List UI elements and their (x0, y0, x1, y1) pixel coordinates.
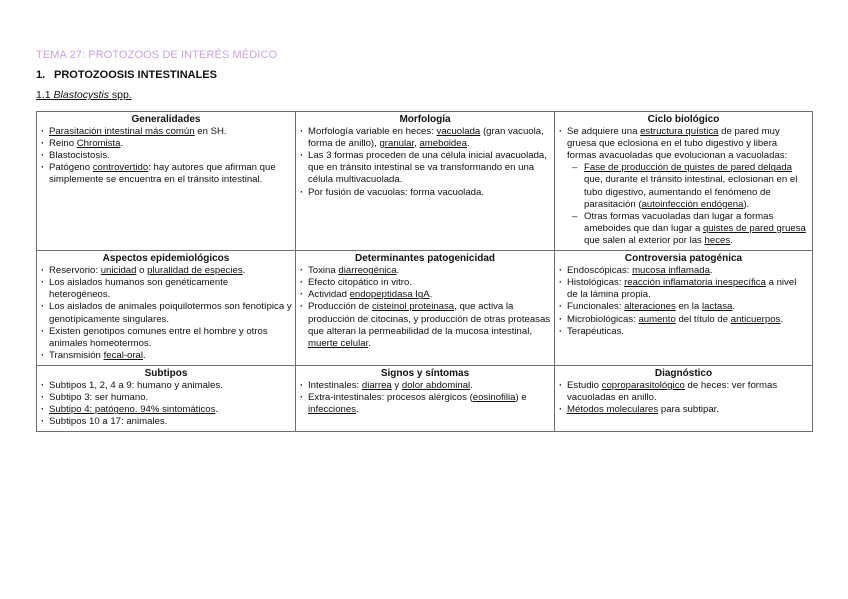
list-item (558, 380, 809, 404)
text-run: del título de (675, 313, 731, 325)
list-item (40, 301, 292, 325)
text-run: Existen genotipos comunes entre el hombre y otros animales homeotermos. (49, 325, 268, 349)
text-run: . (730, 234, 733, 246)
bullet-list (299, 126, 551, 199)
underlined-text: alteraciones (624, 301, 676, 313)
text-run: : hay autores que afirman que simplemente se encuentra en el tránsito intestinal. (49, 162, 276, 186)
underlined-text: muerte celular (308, 337, 369, 349)
text-run: de pared muy gruesa que eclosiona en el tubo digestivo y libera formas avacuoladas que evolucionan a vacuoladas: (567, 126, 788, 162)
text-run: . (470, 379, 473, 391)
text-run: para subtipar. (658, 404, 719, 416)
underlined-text: mucosa inflamada (632, 265, 710, 277)
cell-title: Morfología (399, 114, 451, 125)
cell-controversia-patogenica (555, 251, 813, 366)
text-run: Se adquiere una (567, 126, 641, 138)
cell-signos-sintomas (296, 365, 555, 431)
text-run: ). (743, 198, 750, 210)
underlined-text: fecal-oral (103, 349, 144, 361)
list-item (558, 326, 809, 338)
list-item (40, 126, 292, 138)
list-item (40, 350, 292, 362)
text-run: Actividad (308, 289, 350, 301)
underlined-text: anticuerpos (730, 313, 781, 325)
underlined-text: Fase de producción de quistes de pared delgada (584, 162, 793, 174)
text-run: Intestinales: (308, 379, 362, 391)
subsection-heading (36, 89, 132, 101)
text-run: Subtipos 1, 2, 4 a 9: humano y animales. (49, 379, 223, 391)
underlined-text: quistes de pared gruesa (702, 222, 806, 234)
list-item (572, 211, 809, 247)
info-table (36, 111, 813, 432)
text-run: que, durante el tránsito intestinal, eclosionan en el tubo digestivo, aumentando el fenómeno de parasitación ( (584, 174, 798, 210)
text-run: Otras formas vacuoladas dan lugar a formas ameboides que dan lugar a (584, 210, 774, 234)
text-run: en SH. (194, 126, 227, 138)
bullet-list (558, 126, 809, 162)
text-run: Terapéuticas. (567, 325, 625, 337)
text-run: Por fusión de vacuolas: forma vacuolada. (308, 186, 484, 198)
text-run: . (215, 404, 219, 416)
underlined-text: diarrea (361, 379, 392, 391)
underlined-text: coproparasitológico (601, 379, 685, 391)
underlined-text: heces (704, 234, 731, 246)
section-title: PROTOZOOSIS INTESTINALES (54, 69, 217, 81)
text-run: de heces: ver formas vacuoladas en anillo. (567, 379, 778, 404)
list-item (299, 150, 551, 186)
text-run: que salen al exterior por las (584, 234, 705, 246)
subsection-genus: Blastocystis (53, 89, 109, 101)
cell-title: Diagnóstico (654, 367, 713, 379)
text-run: Extra-intestinales: procesos alérgicos ( (308, 392, 473, 404)
underlined-text: lactasa (701, 301, 733, 313)
text-run: . (120, 138, 124, 150)
underlined-text: aumento (638, 313, 676, 325)
bullet-list (558, 265, 809, 338)
underlined-text: Chromista (76, 138, 121, 150)
underlined-text: granular (379, 138, 415, 150)
list-item (558, 404, 809, 416)
underlined-text: dolor abdominal (401, 379, 471, 391)
cell-title: Signos y síntomas (380, 367, 470, 379)
bullet-list (558, 380, 809, 416)
list-item (40, 392, 292, 404)
text-run: Subtipos 10 a 17: animales. (49, 416, 168, 428)
dash-list (558, 162, 809, 247)
text-run: . (429, 289, 433, 301)
list-item (558, 265, 809, 277)
underlined-text: infecciones (308, 404, 356, 416)
bullet-list (299, 380, 551, 416)
text-run: o (136, 265, 148, 277)
text-run: , (414, 138, 420, 150)
underlined-text: controvertido (92, 162, 149, 174)
list-item (299, 265, 551, 277)
underlined-text: Parasitación intestinal más común (49, 126, 195, 138)
text-run: . (732, 301, 736, 313)
text-run: Los aislados humanos son genéticamente heterogéneos. (49, 277, 229, 301)
text-run: Patógeno (49, 162, 93, 174)
list-item (40, 326, 292, 350)
text-run: Subtipo 3: ser humano. (49, 392, 149, 404)
underlined-text: eosinofilia (472, 392, 516, 404)
cell-title: Ciclo biológico (647, 114, 720, 125)
underlined-text: estructura quística (640, 126, 719, 138)
cell-title: Subtipos (144, 367, 188, 379)
text-run: Morfología variable en heces: (308, 126, 437, 138)
cell-title: Generalidades (131, 114, 201, 125)
text-run: Las 3 formas proceden de una célula inicial avacuolada, que en tránsito intestinal se va transformando en una célula multivacuolada. (308, 150, 547, 186)
list-item (299, 392, 551, 416)
text-run: Blastocistosis. (49, 150, 110, 162)
text-run: ) e (515, 392, 527, 404)
list-item (558, 301, 809, 313)
text-run: . (396, 265, 400, 277)
section-heading (36, 69, 217, 81)
text-run: . (356, 404, 359, 416)
underlined-text: Métodos moleculares (567, 404, 659, 416)
cell-determinantes-patogenicidad (296, 251, 555, 366)
list-item (40, 277, 292, 301)
text-run: Endoscópicas: (567, 265, 633, 277)
text-run: Estudio (567, 379, 602, 391)
underlined-text: reacción inflamatoria inespecífica (624, 277, 766, 289)
table-row (37, 251, 813, 366)
text-run: Histológicas: (567, 277, 625, 289)
cell-aspectos-epidemiologicos (37, 251, 296, 366)
underlined-text: endopeptidasa IgA (349, 289, 430, 301)
text-run: y (391, 379, 402, 391)
bullet-list (40, 126, 292, 186)
cell-title: Determinantes patogenicidad (354, 253, 496, 265)
underlined-text: ameboidea (419, 138, 467, 150)
underlined-text: autoinfección endógena (641, 198, 744, 210)
text-run: Reino (49, 138, 77, 150)
text-run: en la (675, 301, 702, 313)
list-item (558, 314, 809, 326)
topic-title: TEMA 27: PROTOZOOS DE INTERÉS MÉDICO (36, 49, 278, 61)
subsection-suffix: spp. (108, 89, 132, 101)
cell-generalidades (37, 112, 296, 251)
subsection-prefix: 1.1 (36, 89, 54, 101)
list-item (558, 277, 809, 301)
text-run: a nivel de la lámina propia. (567, 277, 797, 301)
text-run: . (709, 265, 713, 277)
text-run: (gran vacuola, forma de anillo), (308, 126, 544, 150)
text-run: . (780, 313, 784, 325)
underlined-text: diarreogénica (338, 265, 397, 277)
text-run: . (368, 337, 371, 349)
text-run: . (466, 138, 470, 150)
cell-diagnostico (555, 365, 813, 431)
underlined-text: cisteinol proteinasa (372, 301, 455, 313)
list-item (40, 265, 292, 277)
bullet-list (40, 265, 292, 362)
cell-title: Controversia patogénica (624, 253, 743, 265)
text-run: , que activa la producción de citocinas, y producción de otras proteasas que alteran la permeabilidad de la mucosa intestinal, (308, 301, 551, 337)
underlined-text: vacuolada (436, 126, 481, 138)
list-item (558, 126, 809, 162)
text-run: Toxina (308, 265, 339, 277)
underlined-text: unicidad (100, 265, 137, 277)
list-item (299, 187, 551, 199)
cell-title: Aspectos epidemiológicos (102, 253, 230, 265)
bullet-list (40, 380, 292, 428)
text-run: Efecto citopático in vitro. (308, 277, 412, 289)
list-item (40, 150, 292, 162)
list-item (299, 126, 551, 150)
bullet-list (299, 265, 551, 350)
list-item (40, 162, 292, 186)
text-run: . (242, 265, 246, 277)
list-item (299, 289, 551, 301)
list-item (40, 404, 292, 416)
underlined-text: pluralidad de especies (147, 265, 243, 277)
list-item (40, 380, 292, 392)
text-run: Funcionales: (567, 301, 625, 313)
list-item (40, 138, 292, 150)
list-item (299, 277, 551, 289)
underlined-text: Subtipo 4: patógeno. 94% sintomáticos (49, 404, 216, 416)
table-row (37, 112, 813, 251)
list-item (299, 380, 551, 392)
section-number: 1. (36, 69, 46, 81)
cell-ciclo-biologico (555, 112, 813, 251)
text-run: Microbiológicas: (567, 313, 639, 325)
text-run: Los aislados de animales poiquilotermos son fenotípica y genotípicamente singulares. (49, 301, 292, 325)
table-row (37, 365, 813, 431)
cell-subtipos (37, 365, 296, 431)
text-run: Transmisión (49, 349, 104, 361)
text-run: Producción de (308, 301, 372, 313)
list-item (299, 301, 551, 349)
text-run: Reservorio: (49, 265, 101, 277)
list-item (572, 162, 809, 210)
list-item (40, 416, 292, 428)
cell-morfologia (296, 112, 555, 251)
text-run: . (143, 349, 146, 361)
